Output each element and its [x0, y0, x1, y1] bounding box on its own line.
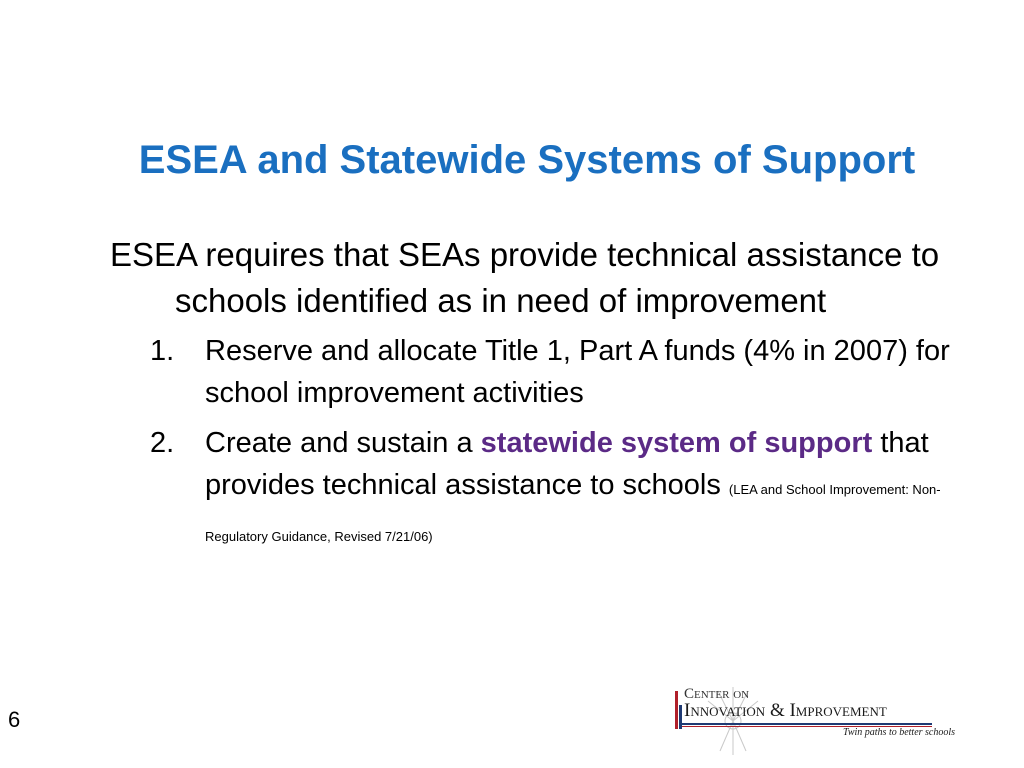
- list-item-text-start: Create and sustain a: [205, 427, 481, 459]
- highlighted-phrase: statewide system of support: [480, 427, 873, 459]
- slide-body: [110, 232, 970, 566]
- logo-line-2: Innovation & Improvement: [684, 700, 887, 721]
- list-item-number: 1.: [150, 335, 175, 367]
- citation: (LEA and School Improvement: Non-Regulatory Guidance, Revised 7/21/06): [205, 482, 941, 544]
- list-item-text-end: that provides technical assistance to schools: [205, 427, 929, 501]
- logo-line-1: Center on: [684, 686, 750, 702]
- list-item-1: [110, 330, 970, 414]
- slide-title: ESEA and Statewide Systems of Support: [138, 138, 916, 182]
- intro-paragraph: ESEA requires that SEAs provide technical assistance to schools identified as in need of improvement: [110, 236, 940, 319]
- logo-tagline: Twin paths to better schools: [843, 727, 956, 738]
- page-number: 6: [8, 707, 21, 732]
- logo-underline: [682, 723, 932, 725]
- logo-red-bar: [675, 691, 678, 729]
- list-item-2: [110, 422, 970, 558]
- list-item-text: Reserve and allocate Title 1, Part A funds (4% in 2007) for school improvement activities: [205, 335, 950, 409]
- list-item-number: 2.: [150, 427, 175, 459]
- center-on-innovation-logo: [668, 683, 956, 743]
